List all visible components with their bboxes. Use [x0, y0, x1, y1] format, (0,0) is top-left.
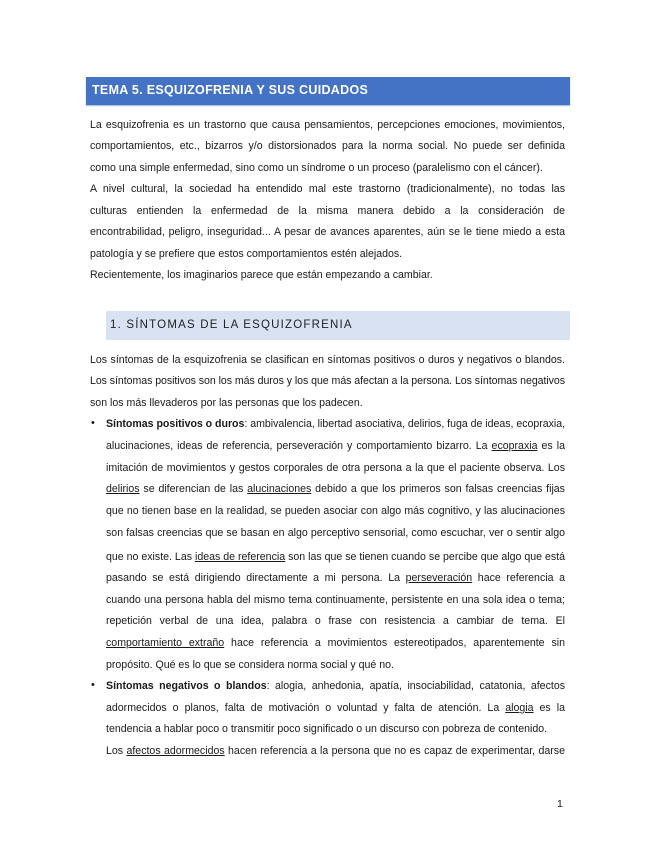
- text-segment: patología y se prefiere que estos comportamientos estén alejados.: [90, 248, 403, 260]
- underlined-term: perseveración: [405, 572, 473, 584]
- bold-term: Síntomas negativos o blandos: [106, 680, 267, 692]
- chapter-title-bar: [86, 77, 570, 105]
- text-segment: alucinaciones, ideas de referencia, perseveración y comportamiento bizarro. La: [106, 440, 492, 452]
- text-segment: hacen referencia a la persona que no es capaz de experimentar, darse: [224, 745, 565, 757]
- text-segment: son falsas creencias que se basan en algo perceptivo sensorial, como escuchar, ver o sentir algo: [106, 527, 565, 539]
- text-line: [90, 161, 565, 175]
- text-segment: La esquizofrenia es un trastorno que causa pensamientos, percepciones emociones, movimientos,: [90, 119, 565, 131]
- text-segment: hace referencia a movimientos estereotipados, aparentemente sin: [224, 637, 565, 649]
- text-line: [90, 396, 565, 410]
- text-segment: pasando se está dirigiendo directamente a mi persona. La: [106, 572, 406, 584]
- text-line: [90, 225, 565, 239]
- underlined-term: alogia: [505, 702, 534, 714]
- text-line: [90, 182, 565, 196]
- underlined-term: comportamiento extraño: [106, 637, 225, 649]
- text-segment: Los síntomas de la esquizofrenia se clasifican en síntomas positivos o duros y negativos o blandos.: [90, 354, 565, 366]
- text-segment: repetición verbal de una idea, palabra o frase con resistencia a cambiar de tema. El: [106, 615, 565, 627]
- text-line: [106, 614, 565, 628]
- text-line: [90, 247, 565, 261]
- text-line: [106, 461, 565, 475]
- text-line: [106, 701, 565, 715]
- text-segment: : alogia, anhedonia, apatía, insociabilidad, catatonia, afectos: [266, 680, 566, 692]
- text-line: [90, 268, 565, 282]
- text-line: [106, 526, 565, 540]
- text-line: [106, 482, 565, 496]
- text-segment: que no tienen base en la realidad, se pueden asociar con algo más cognitivo, y las alucinaciones: [106, 505, 565, 517]
- text-segment: es la: [533, 702, 565, 714]
- text-segment: culturas entienden la enfermedad de la misma manera debido a la consideración de: [90, 205, 565, 217]
- text-line: [106, 658, 565, 672]
- text-segment: Los síntomas positivos son los más duros y los que más afectan a la persona. Los síntomas negativos: [90, 375, 565, 387]
- bold-term: Síntomas positivos o duros: [106, 418, 245, 430]
- text-segment: cuando una persona habla del mismo tema continuamente, persistente en una sola idea o tema;: [106, 594, 565, 606]
- underlined-term: ideas de referencia: [194, 551, 286, 563]
- text-segment: se diferencian de las: [139, 483, 248, 495]
- text-segment: debido a que los primeros son falsas creencias fijas: [311, 483, 565, 495]
- chapter-title: TEMA 5. ESQUIZOFRENIA Y SUS CUIDADOS: [92, 83, 369, 97]
- text-segment: : ambivalencia, libertad asociativa, delirios, fuga de ideas, ecopraxia,: [244, 418, 566, 430]
- text-segment: como una simple enfermedad, sino como un síndrome o un proceso (paralelismo con el cáncer).: [90, 162, 543, 174]
- text-line: [106, 571, 565, 585]
- bullet-icon: •: [91, 679, 95, 691]
- page-number: 1: [557, 798, 563, 810]
- text-line: [90, 204, 565, 218]
- text-segment: que no existe. Las: [106, 551, 195, 563]
- text-segment: son los más llevaderos por las personas que los padecen.: [90, 397, 363, 409]
- text-line: [90, 374, 565, 388]
- underlined-term: afectos adormecidos: [126, 745, 225, 757]
- text-line: [106, 439, 565, 453]
- text-line: [106, 636, 565, 650]
- text-segment: Los: [106, 745, 127, 757]
- text-line: [106, 744, 565, 758]
- text-segment: comportamientos, etc., bizarros y/o distorsionados para la norma social. No puede ser definida: [90, 140, 565, 152]
- text-line: [106, 679, 565, 693]
- text-line: [90, 353, 565, 367]
- text-segment: adormecidos o planos, falta de motivación o voluntad y falta de atención. La: [106, 702, 506, 714]
- text-line: [90, 139, 565, 153]
- underlined-term: ecopraxia: [491, 440, 538, 452]
- text-line: [106, 722, 565, 736]
- text-segment: encontrabilidad, peligro, inseguridad... A pesar de avances aparentes, aún se le tiene miedo a esta: [90, 226, 565, 238]
- text-line: [106, 593, 565, 607]
- bullet-icon: •: [91, 417, 95, 429]
- text-segment: es la: [537, 440, 565, 452]
- underlined-term: delirios: [106, 483, 140, 495]
- text-segment: tendencia a hablar poco o transmitir poco significado o un discurso con pobreza de contenido.: [106, 723, 548, 735]
- text-line: [106, 417, 565, 431]
- text-line: [106, 504, 565, 518]
- text-segment: A nivel cultural, la sociedad ha entendido mal este trastorno (tradicionalmente), no todas las: [90, 183, 565, 195]
- text-segment: propósito. Qué es lo que se considera norma social y qué no.: [106, 659, 394, 671]
- text-segment: son las que se tienen cuando se percibe que algo que está: [285, 551, 565, 563]
- section-heading: 1. SÍNTOMAS DE LA ESQUIZOFRENIA: [110, 319, 353, 331]
- text-segment: hace referencia a: [472, 572, 565, 584]
- section-heading-bar: [106, 311, 570, 340]
- underlined-term: alucinaciones: [247, 483, 312, 495]
- text-segment: imitación de movimientos y gestos corporales de otra persona a la que el paciente observa. Los: [106, 462, 565, 474]
- text-segment: Recientemente, los imaginarios parece que están empezando a cambiar.: [90, 269, 433, 281]
- text-line: [90, 118, 565, 132]
- text-line: [106, 550, 565, 564]
